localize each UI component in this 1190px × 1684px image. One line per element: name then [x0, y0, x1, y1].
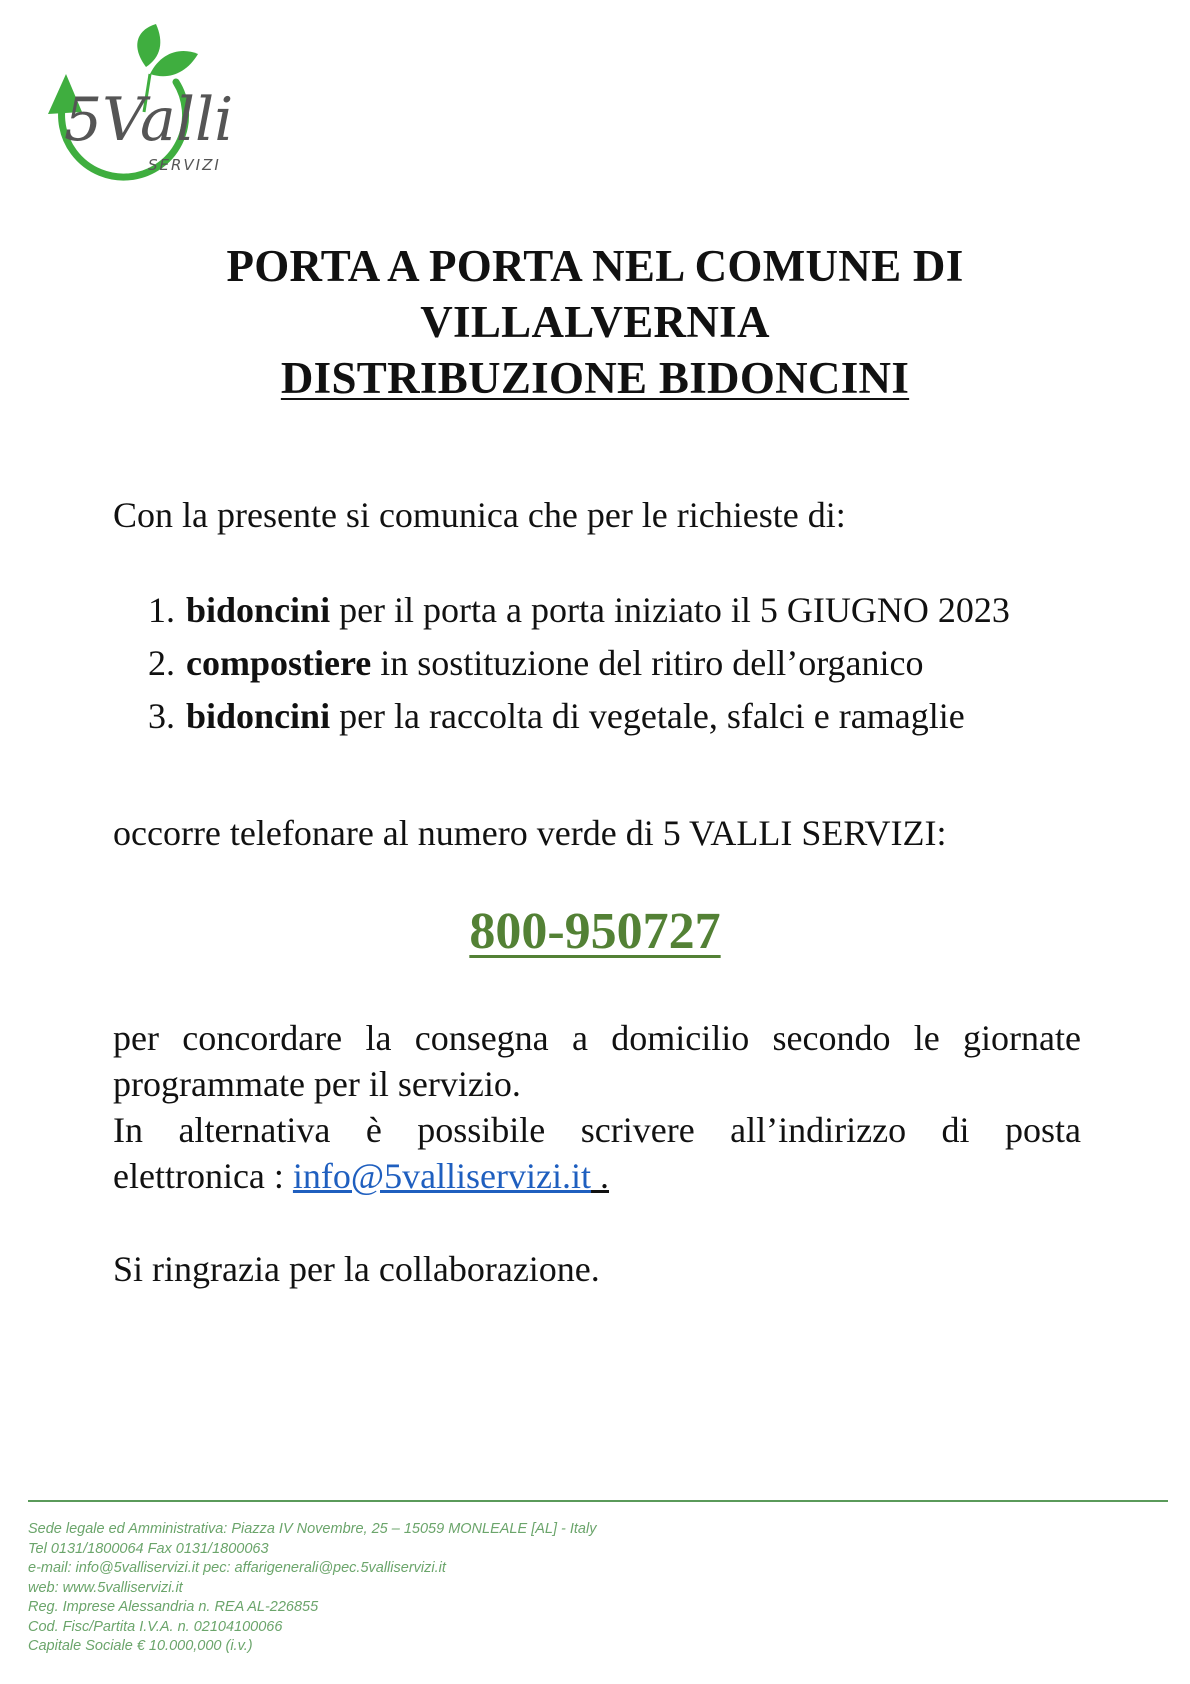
email-link[interactable]: info@5valliservizi.it: [292, 1156, 592, 1196]
phone-number-text: 800-950727: [469, 903, 721, 960]
paragraph-line-3: In alternativa è possibile scrivere all’indirizzo di posta: [113, 1110, 1081, 1150]
footer-capital: Capitale Sociale € 10.000,000 (i.v.): [28, 1638, 253, 1654]
paragraph-line-1: per concordare la consegna a domicilio secondo le giornate: [113, 1018, 1081, 1058]
page-title: [0, 238, 1190, 406]
list-bold: bidoncini: [186, 590, 331, 630]
list-bold: bidoncini: [186, 696, 331, 736]
footer-web: web: www.5valliservizi.it: [28, 1579, 183, 1596]
list-item: [148, 584, 1010, 637]
title-line-3: DISTRIBUZIONE BIDONCINI: [280, 353, 910, 403]
footer-divider: [28, 1500, 1168, 1502]
intro-text: Con la presente si comunica che per le richieste di:: [113, 495, 846, 535]
footer-email: e-mail: info@5valliservizi.it pec: affarigenerali@pec.5valliservizi.it: [28, 1560, 446, 1576]
paragraph-line-4-prefix: elettronica :: [113, 1156, 293, 1196]
footer-phone: Tel 0131/1800064 Fax 0131/1800063: [28, 1540, 269, 1557]
delivery-paragraph: [113, 1015, 1081, 1199]
footer-vat: Cod. Fisc/Partita I.V.A. n. 02104100066: [28, 1618, 283, 1635]
list-number: 3.: [148, 696, 175, 736]
phone-number: [0, 900, 1190, 964]
list-item: [148, 637, 1010, 690]
call-instruction: occorre telefonare al numero verde di 5 VALLI SERVIZI:: [113, 813, 947, 853]
list-item: [148, 690, 1010, 743]
svg-text:5Valli: 5Valli: [64, 85, 234, 155]
paragraph-line-4-suffix: .: [591, 1156, 610, 1196]
svg-text:SERVIZI: SERVIZI: [148, 156, 221, 174]
title-line-2: VILLALVERNIA: [420, 297, 770, 347]
footer-registry: Reg. Imprese Alessandria n. REA AL-226855: [28, 1599, 319, 1615]
leaf-recycle-arrow-icon: [26, 22, 276, 192]
list-bold: compostiere: [186, 643, 372, 683]
list-text: per la raccolta di vegetale, sfalci e ramaglie: [330, 696, 965, 736]
title-line-1: PORTA A PORTA NEL COMUNE DI: [226, 241, 964, 291]
footer-address: Sede legale ed Amministrativa: Piazza IV Novembre, 25 – 15059 MONLEALE [AL] - Italy: [28, 1521, 597, 1537]
list-text: per il porta a porta iniziato il 5 GIUGNO 2023: [330, 590, 1010, 630]
request-list: [148, 584, 1010, 743]
company-logo: [26, 22, 276, 192]
thanks-text: Si ringrazia per la collaborazione.: [113, 1249, 600, 1289]
footer: [28, 1520, 1028, 1657]
list-number: 2.: [148, 643, 175, 683]
list-text: in sostituzione del ritiro dell’organico: [371, 643, 924, 683]
list-number: 1.: [148, 590, 175, 630]
paragraph-line-2: programmate per il servizio.: [113, 1064, 521, 1104]
